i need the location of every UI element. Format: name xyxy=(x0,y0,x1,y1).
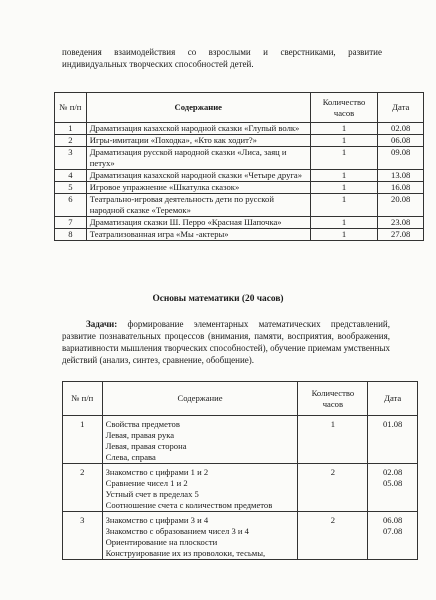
table-row xyxy=(55,135,424,147)
row-content: Драматизация русской народной сказки «Лиса, заяц и петух» xyxy=(86,147,310,170)
row-number: 4 xyxy=(55,170,87,182)
table-row xyxy=(55,147,424,170)
table-row xyxy=(55,229,424,241)
row-hours: 1 xyxy=(310,123,378,135)
theatre-schedule-table xyxy=(54,92,424,241)
row-hours: 1 xyxy=(310,217,378,229)
content-line: Сравнение чисел 1 и 2 xyxy=(105,478,188,488)
content-line: Знакомство с цифрами 1 и 2 xyxy=(105,467,209,477)
row-date xyxy=(368,416,418,464)
content-line: Свойства предметов xyxy=(105,419,180,429)
row-hours: 1 xyxy=(310,170,378,182)
math-schedule-table xyxy=(62,381,418,560)
row-hours: 1 xyxy=(310,229,378,241)
col-content-header: Содержание xyxy=(102,382,298,416)
row-date: 16.08 xyxy=(378,182,424,194)
col-content-header: Содержание xyxy=(86,93,310,123)
row-number: 6 xyxy=(55,194,87,217)
col-hours-header: Количество часов xyxy=(310,93,378,123)
row-hours: 2 xyxy=(298,512,368,560)
content-line: Знакомство с цифрами 3 и 4 xyxy=(105,515,209,525)
tasks-label: Задачи: xyxy=(86,319,118,329)
intro-paragraph: поведения взаимодействия со взрослыми и сверстниками, развитие индивидуальных творческих способностей детей. xyxy=(62,47,382,69)
date-line: 01.08 xyxy=(382,419,403,429)
row-date xyxy=(368,512,418,560)
row-hours: 1 xyxy=(310,147,378,170)
row-number: 2 xyxy=(55,135,87,147)
content-line: Знакомство с образованием чисел 3 и 4 xyxy=(105,526,249,536)
content-line: Левая, правая рука xyxy=(105,430,175,440)
col-number-header: № п/п xyxy=(63,382,103,416)
row-number: 8 xyxy=(55,229,87,241)
row-date: 06.08 xyxy=(378,135,424,147)
date-line: 05.08 xyxy=(382,478,403,488)
col-date-header: Дата xyxy=(378,93,424,123)
row-number: 5 xyxy=(55,182,87,194)
table-row xyxy=(55,170,424,182)
row-content: Драматизация сказки Ш. Перро «Красная Шапочка» xyxy=(86,217,310,229)
row-content: Драматизация казахской народной сказки «Глупый волк» xyxy=(86,123,310,135)
table-row xyxy=(55,123,424,135)
content-line: Устный счет в пределах 5 xyxy=(105,489,199,499)
row-date: 27.08 xyxy=(378,229,424,241)
content-line: Левая, правая сторона xyxy=(105,441,187,451)
row-number: 3 xyxy=(55,147,87,170)
row-content xyxy=(102,416,298,464)
row-number: 1 xyxy=(63,416,103,464)
section-title: Основы математики (20 часов) xyxy=(152,294,284,304)
content-line: Соотношение счета с количеством предметов xyxy=(105,500,273,510)
col-date-header: Дата xyxy=(368,382,418,416)
col-hours-header: Количество часов xyxy=(298,382,368,416)
row-date xyxy=(368,464,418,512)
tasks-text: формирование элементарных математических представлений, развитие познавательных процессов (внимания, памяти, восприятия, воображения, вариативности мышления творческих способностей), обучение приемам умственных действий (анализ, синтез, сравнение, обобщение). xyxy=(62,319,390,365)
row-content: Театрально-игровая деятельность дети по русской народной сказке «Теремок» xyxy=(86,194,310,217)
table-row xyxy=(55,217,424,229)
row-content: Игры-имитации «Походка», «Кто как ходит?» xyxy=(86,135,310,147)
row-content xyxy=(102,464,298,512)
row-number: 1 xyxy=(55,123,87,135)
table-row xyxy=(55,182,424,194)
row-date: 20.08 xyxy=(378,194,424,217)
table-row xyxy=(55,194,424,217)
content-line: Ориентирование на плоскости xyxy=(105,537,218,547)
col-number-header: № п/п xyxy=(55,93,87,123)
table-row xyxy=(63,464,418,512)
row-content xyxy=(102,512,298,560)
row-hours: 1 xyxy=(298,416,368,464)
content-line: Конструирование их из проволоки, тесьмы, xyxy=(105,548,266,558)
tasks-paragraph xyxy=(62,318,390,366)
row-content: Драматизация казахской народной сказки «Четыре друга» xyxy=(86,170,310,182)
row-number: 7 xyxy=(55,217,87,229)
row-hours: 2 xyxy=(298,464,368,512)
table-row xyxy=(63,512,418,560)
row-number: 2 xyxy=(63,464,103,512)
row-date: 02.08 xyxy=(378,123,424,135)
row-date: 09.08 xyxy=(378,147,424,170)
date-line: 06.08 xyxy=(382,515,403,525)
row-number: 3 xyxy=(63,512,103,560)
row-date: 13.08 xyxy=(378,170,424,182)
date-line: 02.08 xyxy=(382,467,403,477)
date-line: 07.08 xyxy=(382,526,403,536)
table-row xyxy=(63,416,418,464)
row-hours: 1 xyxy=(310,182,378,194)
row-hours: 1 xyxy=(310,194,378,217)
row-content: Театрализованная игра «Мы -актеры» xyxy=(86,229,310,241)
row-date: 23.08 xyxy=(378,217,424,229)
row-hours: 1 xyxy=(310,135,378,147)
content-line: Слева, справа xyxy=(105,452,156,462)
row-content: Игровое упражнение «Шкатулка сказок» xyxy=(86,182,310,194)
